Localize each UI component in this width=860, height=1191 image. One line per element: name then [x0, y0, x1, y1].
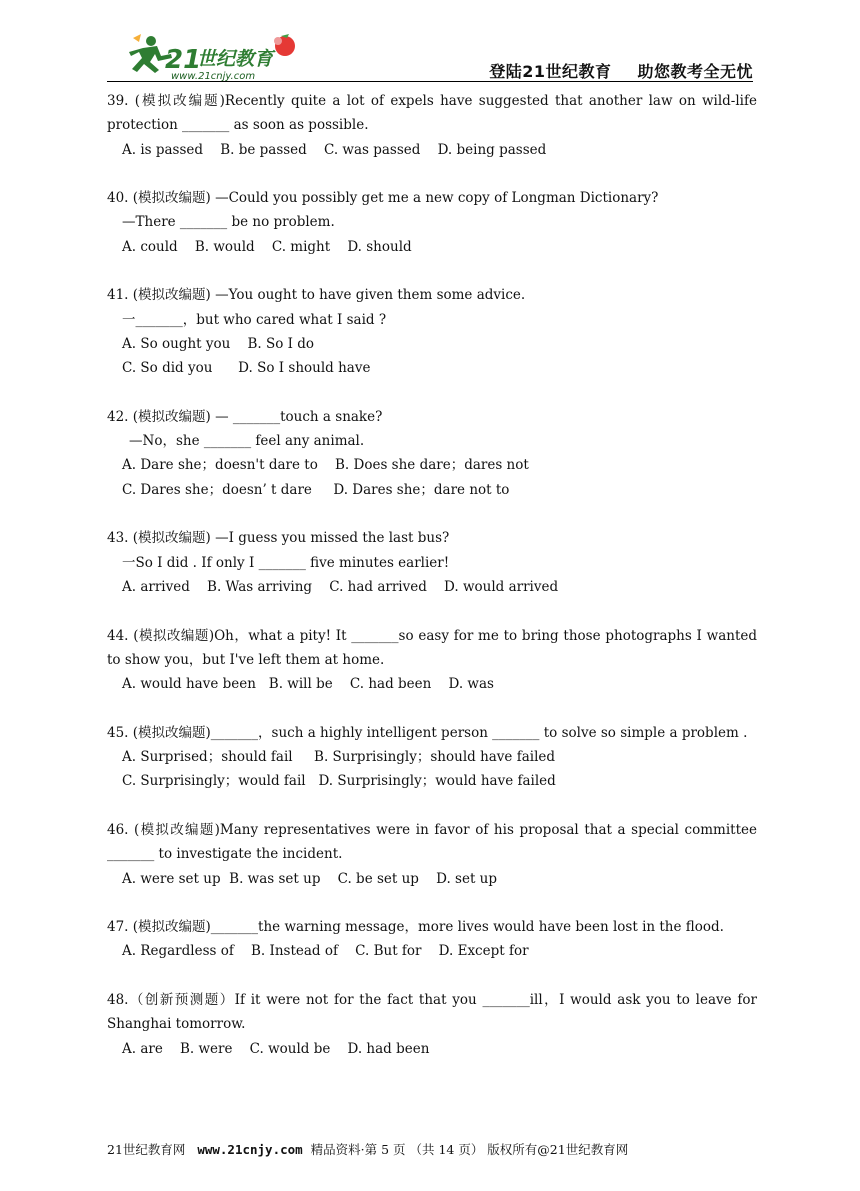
question-47: [107, 915, 757, 964]
question-options: A. would have been B. will be C. had been D. was: [122, 676, 494, 693]
logo-21cnjy: [113, 32, 313, 82]
question-options: A. So ought you B. So I do: [122, 335, 315, 352]
question-stem: 44. (模拟改编题)Oh，what a pity! It _______so easy for me to bring those photographs I wanted to show you，but I've left them at home.: [107, 627, 757, 668]
footer-site-link[interactable]: www.21cnjy.com: [197, 1142, 303, 1157]
question-options: A. are B. were C. would be D. had been: [122, 1040, 430, 1057]
footer-right: 精品资料·第 5 页 （共 14 页） 版权所有@21世纪教育网: [302, 1142, 629, 1157]
question-options: A. Surprised；should fail B. Surprisingly；should have failed: [122, 749, 556, 766]
question-45: [107, 721, 757, 794]
question-options: A. Regardless of B. Instead of C. But for D. Except for: [122, 943, 529, 960]
svg-text:21: 21: [165, 45, 202, 75]
tagline-left: 登陆21世纪教育: [489, 62, 612, 81]
tagline-right: 助您教考全无忧: [637, 62, 753, 81]
question-stem: 39. (模拟改编题)Recently quite a lot of expels have suggested that another law on wild-life protection _______ as soon as possible.: [107, 93, 757, 134]
question-44: [107, 624, 757, 697]
question-stem: 48.（创新预测题）If it were not for the fact that you _______ill，I would ask you to leave for Shanghai tomorrow.: [107, 991, 757, 1033]
page-footer: [107, 1140, 628, 1158]
header-rule: [107, 81, 753, 82]
question-stem: 47. (模拟改编题)_______the warning message，more lives would have been lost in the flood.: [107, 919, 724, 936]
question-options: A. arrived B. Was arriving C. had arrived D. would arrived: [122, 578, 559, 595]
question-40: [107, 186, 757, 259]
question-dialogue-line: 一_______，but who cared what I said ?: [122, 311, 387, 328]
question-dialogue-line: —No，she _______ feel any animal.: [129, 433, 365, 450]
question-41: [107, 283, 757, 380]
question-dialogue-line: 一So I did . If only I _______ five minutes earlier!: [122, 554, 450, 571]
question-43: [107, 526, 757, 599]
footer-left: 21世纪教育网: [107, 1142, 198, 1157]
question-stem: 46. (模拟改编题)Many representatives were in favor of his proposal that a special committee _______ to investigate the incident.: [107, 821, 757, 863]
question-options: A. is passed B. be passed C. was passed D. being passed: [122, 141, 547, 158]
question-options: A. Dare she；doesn't dare to B. Does she dare；dares not: [122, 457, 529, 474]
question-options: A. could B. would C. might D. should: [122, 238, 412, 255]
question-stem: 43. (模拟改编题) —I guess you missed the last bus?: [107, 530, 450, 547]
svg-text:世纪教育: 世纪教育: [197, 48, 274, 70]
logo-url-text: www.21cnjy.com: [171, 71, 256, 82]
question-options: C. So did you D. So I should have: [122, 360, 371, 377]
question-stem: 41. (模拟改编题) —You ought to have given them some advice.: [107, 287, 526, 304]
page-header: [107, 28, 753, 82]
question-42: [107, 405, 757, 502]
question-48: [107, 988, 757, 1061]
question-39: [107, 89, 757, 162]
question-list: [107, 89, 757, 1085]
question-stem: 42. (模拟改编题) — _______touch a snake?: [107, 408, 383, 425]
question-stem: 40. (模拟改编题) —Could you possibly get me a new copy of Longman Dictionary?: [107, 190, 659, 207]
question-46: [107, 818, 757, 891]
question-options: A. were set up B. was set up C. be set up D. set up: [122, 870, 498, 887]
question-options: C. Dares she；doesn’ t dare D. Dares she；dare not to: [122, 481, 510, 498]
question-dialogue-line: —There _______ be no problem.: [122, 214, 335, 231]
question-stem: 45. (模拟改编题)_______，such a highly intelligent person _______ to solve so simple a problem .: [107, 724, 748, 741]
question-options: C. Surprisingly；would fail D. Surprisingly；would have failed: [122, 773, 556, 790]
header-tagline: [489, 59, 753, 82]
